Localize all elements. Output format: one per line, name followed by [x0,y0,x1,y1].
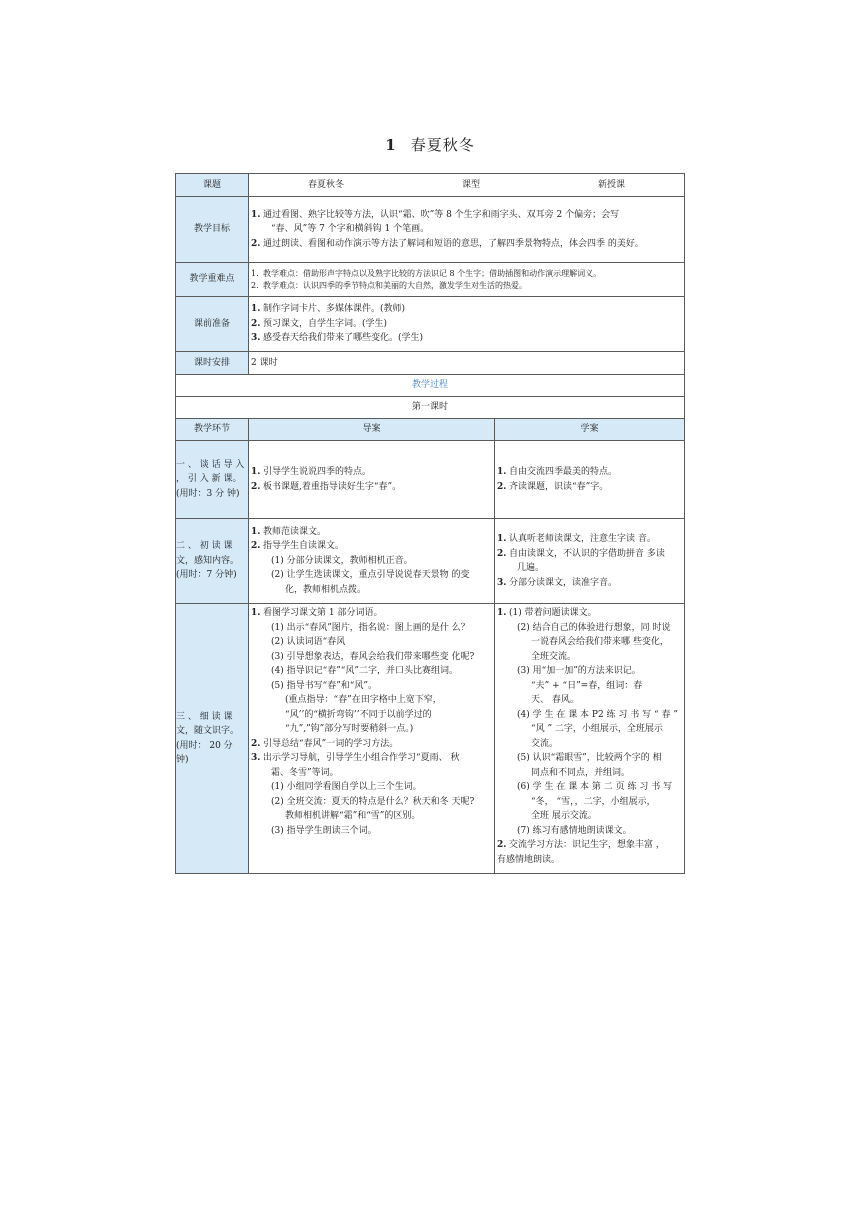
stage-3-guide-2: 引导总结“春风”一词的学习方法。 [263,738,399,749]
stage-3-study-line: (2) 结合自己的体验进行想象，同 时说 [517,622,671,633]
stage-3-guide-line: (3) 指导学生朗读三个词。 [271,825,377,836]
stage-3-guide-line: (3) 引导想象表达，春风会给我们带来哪些变 化呢? [271,651,475,662]
col-guide: 导案 [249,419,495,441]
stage-3-study-line: (5) 认识“霜眼雪”，比较两个字的 相 [517,753,662,763]
stage-3-study-line: (6) 学 生 在 课 本 第 二 页 练 习 书 写 [517,782,673,792]
type-label: 课型 [461,179,480,190]
stage-2-guide-sub-3: 化，教师相机点拨。 [285,584,367,595]
stage-3-study-line: 交流。 [531,738,559,749]
stage-3-study-line: 同点和不同点，并组词。 [531,767,631,778]
label-topic: 课题 [176,174,249,197]
stage-3-study-line: 天、 春风。 [531,695,579,705]
col-study: 学案 [495,419,685,441]
goal-1-cont: “春、风”等 7 个字和横斜钩 1 个笔画。 [271,224,430,235]
goal-2: 通过朗读、看图和动作演示等方法了解词和短语的意思，了解四季景物特点，体会四季 的美好。 [263,238,644,249]
label-goals: 教学目标 [176,197,249,263]
label-keypoints: 教学重难点 [176,263,249,297]
stage-2-guide-sub-1: (1) 分部分读课文，教师相机正音。 [271,555,413,566]
label-prep: 课前准备 [176,297,249,352]
stage-2-guide-1: 教师范读课文。 [263,526,327,537]
type-value: 新授课 [597,179,625,190]
row-stage-2: 二 、 初 读 课 文，感知内容。 (用时：7 分钟) 1. 教师范读课文。 2. 指导学生自读课文。 (1) 分部分读课文，教师相机正音。 (2) 让学生选读课文，重点引导说说春天景物 的变 化，教师相机点拨。 1. 认真听老师读课文，注意生字读 音。 2. 自由读课文，不认识的字借助拼音 多读 几遍。 3. 分部分读课文，读准字音。 [176,519,685,604]
hours-value: 2 课时 [251,357,278,368]
stage-3-study-line: 有感情地朗读。 [497,854,561,865]
stage-3-guide-1: 看图学习课文第 1 部分词语。 [263,608,383,618]
stage-3-guide-line: “风’’的“横折弯钩’’不同于以前学过的 [285,709,432,720]
topic-value: 春夏秋冬 [307,179,344,190]
stage-2-label: 二 、 初 读 课 文，感知内容。 (用时：7 分钟) [176,519,249,604]
stage-3-guide-line: (2) 全班交流：夏天的特点是什么？秋天和冬 天呢? [271,796,475,807]
stage-2-study-3: 分部分读课文，读准字音。 [509,577,618,588]
row-stage-3: 三 、 细 读 课 文，随文识字。 (用时： 20 分 钟) 1. 看图学习课文第 1 部分词语。 (1) 出示“春风”图片，指名说：图上画的是什 么？ (2) 认读词语“春风 (3) 引导想象表达，春风会给我们带来哪些变 化呢? (4) 指导识记“春”“风”二字，并口头比赛组词。 (5) 指导书写“春”和“风”。 (重点指导：“春”在田字格中上宽下窄， “风’’的“横折弯钩’’不同于以前学过的 “九”,”钩”部分写时要稍斜一点。) 2. 引导总结“春风”一词的学习方法。 3. 出示学习导航，引导学生小组合作学习“夏雨、 秋 霜、冬雪”等词。 (1) 小组同学看图自学以上三个生词。 (2) 全班交流：夏天的特点是什么？秋天和冬 天呢? 教师相机讲解“霜”和“雪”的区别。 (3) 指导学生朗读三个词。 1. (1) 带着问题读课文。 (2) 结合自己的体验进行想象，同 时说 一说春风会给我们带来哪 些变化， 全班交流。 (3) 用“加一加”的方法来识记。 “夫” + “日”=春，组词：春 天、 春风。 (4) 学 生 在 课 本 P2 练 习 书 写 “ 春 ” “风 ” 二字，小组展示，全班展示 交流。 (5) 认识“霜眼雪”，比较两个字的 相 同点和不同点，并组词。 (6) 学 生 在 课 本 第 二 页 练 习 书 写 “冬， “雪，，二字，小组展示， 全班 展示交流。 (7) 练习有感情地朗读课文。 2. 交流学习方法：识记生字，想象丰富 ， 有感情地朗读。 [176,604,685,874]
stage-1-guide-2: 板书课题,着重指导读好生字“春”。 [263,481,402,492]
row-hours [176,352,685,375]
stage-3-study-line: (4) 学 生 在 课 本 P2 练 习 书 写 “ 春 ” [517,709,678,720]
col-stage: 教学环节 [176,419,249,441]
stage-1-study-2: 齐读课题，识读“春”字。 [509,481,609,492]
stage-3-study-line: “夫” + “日”=春，组词：春 [531,680,643,691]
process-label: 教学过程 [176,375,685,397]
stage-3-guide-line: 霜、冬雪”等词。 [271,767,339,778]
stage-3-guide-line: (5) 指导书写“春”和“风”。 [271,680,378,691]
stage-3-study-2: 交流学习方法：识记生字，想象丰富 ， [509,840,665,850]
keypoint-2: 教学难点：认识四季的季节特点和美丽的大自然，激发学生对生活的热爱。 [263,280,527,290]
stage-3-guide-3: 出示学习导航，引导学生小组合作学习“夏雨、 秋 [263,753,460,763]
prep-1: 制作字词卡片、多媒体课件。(教师) [263,304,406,315]
stage-2-guide-sub-2: (2) 让学生选读课文，重点引导说说春天景物 的变 [271,570,470,581]
stage-3-label: 三 、 细 读 课 文，随文识字。 (用时： 20 分 钟) [176,604,249,874]
lesson-label: 第一课时 [176,397,685,419]
page-title: 1 春夏秋冬 [385,136,475,154]
stage-2-study-2: 自由读课文，不认识的字借助拼音 多读 [509,548,665,559]
prep-3: 感受春天给我们带来了哪些变化。(学生) [263,333,424,344]
lesson-plan-table [175,173,685,874]
row-process [176,375,685,397]
row-lesson [176,397,685,419]
keypoint-1: 教学难点：借助形声字特点以及熟字比较的方法识记 8 个生字；借助插图和动作演示理解词义。 [263,268,602,278]
stage-3-guide-line: “九”,”钩”部分写时要稍斜一点。) [285,724,414,734]
row-topic [176,174,685,197]
stage-3-guide-line: (2) 认读词语“春风 [271,637,346,647]
stage-3-study-line: (7) 练习有感情地朗读课文。 [517,825,632,836]
row-prep: 课前准备 1. 制作字词卡片、多媒体课件。(教师) 2. 预习课文，自学生字词。(学生) 3. 感受春天给我们带来了哪些变化。(学生) [176,297,685,352]
stage-3-study-line: “冬， “雪，，二字，小组展示， [531,796,656,807]
stage-2-guide-2: 指导学生自读课文。 [263,541,345,552]
stage-1-guide-1: 引导学生说说四季的特点。 [263,467,372,477]
stage-1-study-1: 自由交流四季最美的特点。 [509,467,618,477]
row-columns [176,419,685,441]
stage-3-guide-line: (1) 出示“春风”图片，指名说：图上画的是什 么？ [271,622,470,633]
stage-3-study-line: 一说春风会给我们带来哪 些变化， [531,637,669,647]
stage-3-study-line: 全班交流。 [531,651,577,662]
stage-3-study-line: (3) 用“加一加”的方法来识记。 [517,666,641,676]
stage-2-study-2-cont: 几遍。 [517,563,545,573]
stage-1-label: 一 、 谈 话 导 入 ， 引 入 新 课。(用时：3 分 钟) [176,441,249,519]
stage-3-study-line: “风 ” 二字，小组展示，全班展示 [531,724,663,734]
label-hours: 课时安排 [176,352,249,375]
stage-3-study-1: (1) 带着问题读课文。 [509,608,597,618]
stage-3-guide-line: 教师相机讲解“霜”和“雪”的区别。 [285,811,421,821]
stage-3-guide-line: (重点指导：“春”在田字格中上宽下窄， [285,695,442,705]
stage-2-study-1: 认真听老师读课文，注意生字读 音。 [509,534,656,544]
row-keypoints: 教学重难点 1. 教学难点：借助形声字特点以及熟字比较的方法识记 8 个生字；借助插图和动作演示理解词义。 2. 教学难点：认识四季的季节特点和美丽的大自然，激发学生对生活的热爱。 [176,263,685,297]
goal-1: 通过看图、熟字比较等方法，认识“霜、吹”等 8 个生字和雨字头、双耳旁 2 个偏旁；会写 [263,209,620,220]
stage-3-study-line: 全班 展示交流。 [531,811,597,821]
row-goals: 教学目标 1. 通过看图、熟字比较等方法，认识“霜、吹”等 8 个生字和雨字头、双耳旁 2 个偏旁；会写 “春、风”等 7 个字和横斜钩 1 个笔画。 2. 通过朗读、看图和动作演示等方法了解词和短语的意思，了解四季景物特点，体会四季 的美好。 [176,197,685,263]
stage-3-guide-line: (1) 小组同学看图自学以上三个生词。 [271,782,422,792]
prep-2: 预习课文，自学生字词。(学生) [263,318,388,329]
stage-3-guide-line: (4) 指导识记“春”“风”二字，并口头比赛组词。 [271,666,459,676]
row-stage-1: 一 、 谈 话 导 入 ， 引 入 新 课。(用时：3 分 钟) 1. 引导学生说说四季的特点。 2. 板书课题,着重指导读好生字“春”。 1. 自由交流四季最美的特点。 2. 齐读课题，识读“春”字。 [176,441,685,519]
